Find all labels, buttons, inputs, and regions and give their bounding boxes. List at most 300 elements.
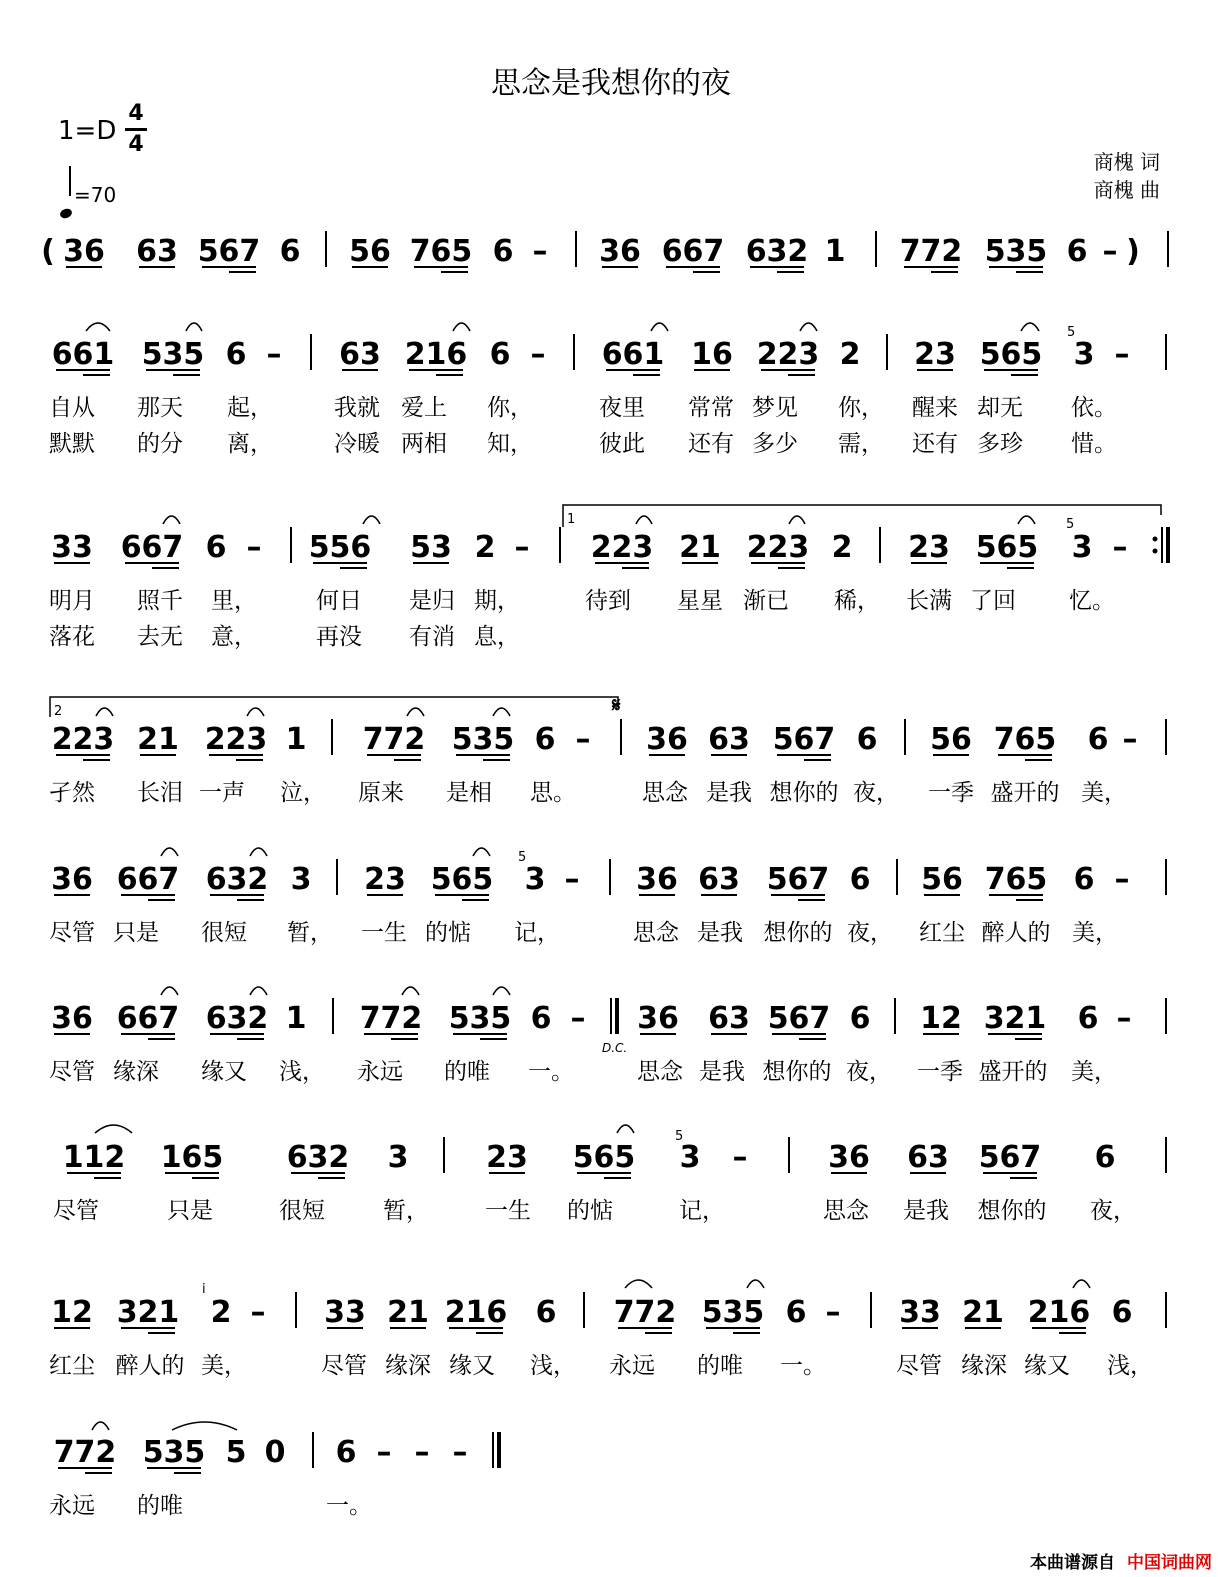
note-group: 772 bbox=[613, 1295, 677, 1330]
lyric-word: 多少 bbox=[752, 431, 798, 457]
slur-arc bbox=[402, 987, 419, 995]
note-group: – bbox=[530, 337, 546, 372]
lyric-word: 思。 bbox=[530, 780, 576, 806]
note-group: – bbox=[1122, 722, 1138, 757]
lyric-word: 浅， bbox=[279, 1059, 325, 1085]
slur-arc bbox=[789, 516, 805, 524]
note-group: 772 bbox=[899, 234, 963, 269]
note-group: – bbox=[376, 1435, 392, 1470]
note-group: 6 bbox=[225, 337, 247, 372]
slur-arc bbox=[95, 1125, 132, 1133]
note-group: 21 bbox=[962, 1295, 1004, 1330]
note-group: 36 bbox=[828, 1140, 870, 1175]
lyric-word: 一季 bbox=[928, 780, 974, 806]
time-signature-top: 4 bbox=[128, 101, 144, 126]
note-group: 6 bbox=[1077, 1001, 1099, 1036]
note-group: 667 bbox=[116, 862, 180, 897]
lyric-word: 醉人的 bbox=[115, 1353, 185, 1379]
lyric-word: 的分 bbox=[137, 431, 183, 457]
lyric-word: 里， bbox=[211, 588, 257, 614]
lyric-word: 稀， bbox=[834, 588, 880, 614]
note-group: 6 bbox=[534, 722, 556, 757]
lyric-word: 是我 bbox=[699, 1059, 745, 1085]
note-group: 6 bbox=[1066, 234, 1088, 269]
lyric-word: 醒来 bbox=[912, 395, 958, 421]
note-group: 567 bbox=[772, 722, 836, 757]
note-group: 535 bbox=[142, 1435, 206, 1470]
note-group: 667 bbox=[116, 1001, 180, 1036]
note-group: – bbox=[414, 1435, 430, 1470]
note-group: – bbox=[575, 722, 591, 757]
lyric-word: 缘又 bbox=[449, 1353, 495, 1379]
note-group: – bbox=[825, 1295, 841, 1330]
lyric-word: 红尘 bbox=[49, 1353, 95, 1379]
lyric-word: 渐已 bbox=[743, 588, 789, 614]
note-group: 2 bbox=[210, 1295, 232, 1330]
lyric-word: 再没 bbox=[316, 624, 362, 650]
grace-note: 5 bbox=[675, 1129, 684, 1144]
lyric-word: 待到 bbox=[585, 588, 631, 614]
grace-note: 5 bbox=[1066, 517, 1075, 532]
lyric-word: 是我 bbox=[706, 780, 752, 806]
note-group: 63 bbox=[136, 234, 178, 269]
lyric-word: 照千 bbox=[137, 588, 183, 614]
note-group: 6 bbox=[279, 234, 301, 269]
note-group: 565 bbox=[975, 530, 1039, 565]
lyric-word: 永远 bbox=[49, 1493, 95, 1519]
lyric-word: 思念 bbox=[637, 1059, 683, 1085]
slur-arc bbox=[473, 848, 490, 856]
lyric-word: 缘深 bbox=[961, 1353, 1007, 1379]
note-group: 3 bbox=[1073, 337, 1095, 372]
note-group: – bbox=[452, 1435, 468, 1470]
note-group: 632 bbox=[205, 862, 269, 897]
note-group: 6 bbox=[205, 530, 227, 565]
lyric-word: 思念 bbox=[633, 920, 679, 946]
lyric-word: 两相 bbox=[401, 431, 447, 457]
lyric-word: 需， bbox=[838, 431, 884, 457]
note-group: 63 bbox=[339, 337, 381, 372]
note-group: 33 bbox=[899, 1295, 941, 1330]
lyric-word: 美， bbox=[1071, 1059, 1117, 1085]
slur-arc bbox=[172, 1422, 237, 1430]
note-group: 535 bbox=[141, 337, 205, 372]
note-group: 6 bbox=[335, 1435, 357, 1470]
note-group: 6 bbox=[849, 1001, 871, 1036]
note-group: 3 bbox=[387, 1140, 409, 1175]
lyric-word: 长满 bbox=[906, 588, 952, 614]
lyric-word: 一季 bbox=[917, 1059, 963, 1085]
lyric-word: 惜。 bbox=[1071, 431, 1117, 457]
lyric-word: 夜里 bbox=[599, 395, 645, 421]
source-label: 本曲谱源自 bbox=[1030, 1553, 1115, 1573]
note-group: 36 bbox=[637, 1001, 679, 1036]
slur-arc bbox=[161, 987, 178, 995]
lyric-word: 盛开的 bbox=[990, 780, 1060, 806]
slur-arc bbox=[86, 323, 110, 331]
lyric-word: 默默 bbox=[49, 431, 95, 457]
note-group: 3 bbox=[524, 862, 546, 897]
note-group: 567 bbox=[766, 862, 830, 897]
lyric-word: 红尘 bbox=[919, 920, 965, 946]
note-group: 223 bbox=[756, 337, 820, 372]
note-group: 23 bbox=[914, 337, 956, 372]
lyric-word: 却无 bbox=[977, 395, 1023, 421]
lyric-word: 是归 bbox=[409, 588, 455, 614]
note-group: 1 bbox=[285, 1001, 307, 1036]
lyric-word: 思念 bbox=[642, 780, 688, 806]
lyric-word: 想你的 bbox=[977, 1198, 1047, 1224]
lyric-word: 缘深 bbox=[113, 1059, 159, 1085]
lyric-word: 知， bbox=[487, 431, 533, 457]
note-group: 53 bbox=[410, 530, 452, 565]
lyric-word: 想你的 bbox=[763, 920, 833, 946]
slur-arc bbox=[247, 708, 264, 716]
lyric-word: 美， bbox=[1081, 780, 1127, 806]
lyric-word: 一声 bbox=[199, 780, 245, 806]
lyric-word: 我就 bbox=[334, 395, 380, 421]
note-group: 667 bbox=[120, 530, 184, 565]
lyric-word: 夜， bbox=[1090, 1198, 1136, 1224]
volta-1-label: 1 bbox=[567, 512, 576, 527]
note-group: 36 bbox=[599, 234, 641, 269]
note-group: 216 bbox=[444, 1295, 508, 1330]
repeat-dot bbox=[1153, 549, 1158, 554]
note-group: 667 bbox=[661, 234, 725, 269]
lyric-word: 常常 bbox=[688, 395, 734, 421]
lyric-word: 长泪 bbox=[137, 780, 183, 806]
lyric-word: 梦见 bbox=[752, 395, 798, 421]
lyric-word: 美， bbox=[1072, 920, 1118, 946]
lyric-word: 夜， bbox=[846, 1059, 892, 1085]
lyric-word: 原来 bbox=[358, 780, 404, 806]
page-title: 思念是我想你的夜 bbox=[491, 66, 731, 101]
note-group: 12 bbox=[51, 1295, 93, 1330]
note-group: ) bbox=[1126, 234, 1140, 269]
note-group: 12 bbox=[920, 1001, 962, 1036]
lyric-word: 了回 bbox=[970, 588, 1016, 614]
note-group: 36 bbox=[646, 722, 688, 757]
lyric-word: 浅， bbox=[1107, 1353, 1153, 1379]
note-group: 112 bbox=[62, 1140, 126, 1175]
lyric-word: 暂， bbox=[383, 1198, 429, 1224]
lyric-word: 冷暖 bbox=[334, 431, 380, 457]
lyric-word: 的惦 bbox=[567, 1198, 613, 1224]
slur-arc bbox=[407, 708, 424, 716]
lyric-word: 何日 bbox=[316, 588, 362, 614]
note-group: – bbox=[250, 1295, 266, 1330]
note-group: 565 bbox=[572, 1140, 636, 1175]
note-group: 321 bbox=[983, 1001, 1047, 1036]
lyric-word: 有消 bbox=[409, 624, 455, 650]
segno-icon: 𝄋 bbox=[612, 693, 621, 717]
lyric-word: 的惦 bbox=[425, 920, 471, 946]
note-group: 765 bbox=[409, 234, 473, 269]
lyric-word: 的唯 bbox=[444, 1059, 490, 1085]
repeat-dot bbox=[1153, 537, 1158, 542]
lyric-word: 是我 bbox=[697, 920, 743, 946]
lyric-word: 一。 bbox=[528, 1059, 574, 1085]
note-group: 567 bbox=[978, 1140, 1042, 1175]
note-group: 6 bbox=[1087, 722, 1109, 757]
slur-arc bbox=[250, 848, 267, 856]
lyric-word: 缘又 bbox=[1024, 1353, 1070, 1379]
note-group: 772 bbox=[359, 1001, 423, 1036]
lyric-word: 还有 bbox=[912, 431, 958, 457]
tempo-value: =70 bbox=[74, 183, 117, 207]
lyric-word: 你， bbox=[487, 395, 533, 421]
slur-arc bbox=[493, 708, 510, 716]
lyric-word: 星星 bbox=[677, 588, 723, 614]
note-group: 661 bbox=[601, 337, 665, 372]
slur-arc bbox=[92, 1422, 109, 1430]
slur-arc bbox=[800, 323, 817, 331]
note-group: 2 bbox=[474, 530, 496, 565]
lyric-word: 想你的 bbox=[769, 780, 839, 806]
note-group: 63 bbox=[708, 1001, 750, 1036]
note-group: 21 bbox=[137, 722, 179, 757]
note-group: 5 bbox=[225, 1435, 247, 1470]
lyric-word: 息， bbox=[474, 624, 520, 650]
lyric-word: 一。 bbox=[780, 1353, 826, 1379]
lyric-word: 的唯 bbox=[697, 1353, 743, 1379]
note-group: 1 bbox=[824, 234, 846, 269]
note-group: 661 bbox=[51, 337, 115, 372]
slur-arc bbox=[96, 708, 113, 716]
note-group: 223 bbox=[746, 530, 810, 565]
note-group: 165 bbox=[160, 1140, 224, 1175]
lyric-word: 一。 bbox=[326, 1493, 372, 1519]
source-footer bbox=[1030, 1548, 1212, 1573]
lyric-word: 尽管 bbox=[321, 1353, 367, 1379]
lyric-word: 记， bbox=[514, 920, 560, 946]
lyric-word: 的唯 bbox=[137, 1493, 183, 1519]
slur-arc bbox=[1021, 323, 1039, 331]
note-group: 6 bbox=[1073, 862, 1095, 897]
note-group: 21 bbox=[387, 1295, 429, 1330]
note-group: – bbox=[246, 530, 262, 565]
note-group: 632 bbox=[205, 1001, 269, 1036]
note-group: 36 bbox=[63, 234, 105, 269]
lyric-word: 很短 bbox=[279, 1198, 325, 1224]
note-group: 63 bbox=[698, 862, 740, 897]
lyric-word: 依。 bbox=[1071, 395, 1117, 421]
note-group: 6 bbox=[849, 862, 871, 897]
lyric-word: 明月 bbox=[49, 588, 95, 614]
note-group: 6 bbox=[535, 1295, 557, 1330]
slur-arc bbox=[493, 987, 510, 995]
note-group: 3 bbox=[679, 1140, 701, 1175]
lyric-word: 思念 bbox=[823, 1198, 869, 1224]
note-group: 321 bbox=[116, 1295, 180, 1330]
note-group: – bbox=[732, 1140, 748, 1175]
lyric-word: 尽管 bbox=[53, 1198, 99, 1224]
lyric-word: 夜， bbox=[847, 920, 893, 946]
note-group: 63 bbox=[907, 1140, 949, 1175]
lyricist-credit: 商槐 词 bbox=[1093, 150, 1160, 174]
note-group: 36 bbox=[636, 862, 678, 897]
note-group: 2 bbox=[839, 337, 861, 372]
note-group: 6 bbox=[785, 1295, 807, 1330]
slur-arc bbox=[1018, 516, 1035, 524]
lyric-word: 爱上 bbox=[401, 395, 447, 421]
note-group: 63 bbox=[708, 722, 750, 757]
grace-note: i bbox=[202, 1282, 206, 1297]
time-signature-bottom: 4 bbox=[128, 132, 144, 157]
slur-arc bbox=[453, 323, 470, 331]
note-group: – bbox=[532, 234, 548, 269]
slur-arc bbox=[161, 848, 178, 856]
lyric-word: 缘深 bbox=[385, 1353, 431, 1379]
slur-arc bbox=[363, 516, 380, 524]
note-group: – bbox=[266, 337, 282, 372]
lyric-word: 彼此 bbox=[599, 431, 645, 457]
note-group: 223 bbox=[590, 530, 654, 565]
lyric-word: 只是 bbox=[113, 920, 159, 946]
note-group: 56 bbox=[921, 862, 963, 897]
note-group: 6 bbox=[489, 337, 511, 372]
note-group: 6 bbox=[856, 722, 878, 757]
note-group: 36 bbox=[51, 862, 93, 897]
note-group: – bbox=[1114, 337, 1130, 372]
note-group: 3 bbox=[290, 862, 312, 897]
note-group: 772 bbox=[362, 722, 426, 757]
note-group: – bbox=[1116, 1001, 1132, 1036]
lyric-word: 盛开的 bbox=[978, 1059, 1048, 1085]
note-group: 33 bbox=[324, 1295, 366, 1330]
lyric-word: 尽管 bbox=[49, 920, 95, 946]
note-group: 6 bbox=[530, 1001, 552, 1036]
volta-2-label: 2 bbox=[54, 704, 63, 719]
lyric-word: 是相 bbox=[446, 780, 492, 806]
note-group: 216 bbox=[404, 337, 468, 372]
note-group: 21 bbox=[679, 530, 721, 565]
note-group: 556 bbox=[308, 530, 372, 565]
note-group: – bbox=[514, 530, 530, 565]
note-group: 765 bbox=[993, 722, 1057, 757]
lyric-word: 一生 bbox=[361, 920, 407, 946]
note-group: 565 bbox=[430, 862, 494, 897]
note-group: 567 bbox=[767, 1001, 831, 1036]
lyric-word: 多珍 bbox=[977, 431, 1023, 457]
lyric-word: 暂， bbox=[287, 920, 333, 946]
note-group: 632 bbox=[286, 1140, 350, 1175]
note-group: 3 bbox=[1071, 530, 1093, 565]
note-group: 772 bbox=[53, 1435, 117, 1470]
slur-arc bbox=[186, 323, 202, 331]
lyric-word: 美， bbox=[201, 1353, 247, 1379]
slur-arc bbox=[617, 1125, 634, 1133]
lyric-word: 缘又 bbox=[201, 1059, 247, 1085]
lyric-word: 意， bbox=[211, 624, 257, 650]
note-group: 223 bbox=[204, 722, 268, 757]
lyric-word: 永远 bbox=[357, 1059, 403, 1085]
note-group: 6 bbox=[1111, 1295, 1133, 1330]
lyric-word: 一生 bbox=[485, 1198, 531, 1224]
lyric-word: 永远 bbox=[609, 1353, 655, 1379]
note-group: – bbox=[1112, 530, 1128, 565]
lyric-word: 孑然 bbox=[49, 780, 95, 806]
dc-mark: D.C. bbox=[602, 1041, 628, 1055]
lyric-word: 忆。 bbox=[1069, 588, 1115, 614]
note-group: 36 bbox=[51, 1001, 93, 1036]
slur-arc bbox=[636, 516, 652, 524]
lyric-word: 离， bbox=[227, 431, 273, 457]
note-group: 56 bbox=[349, 234, 391, 269]
note-group: 632 bbox=[745, 234, 809, 269]
lyric-word: 醉人的 bbox=[981, 920, 1051, 946]
note-group: 216 bbox=[1027, 1295, 1091, 1330]
note-group: 1 bbox=[285, 722, 307, 757]
note-group: 567 bbox=[197, 234, 261, 269]
lyric-word: 夜， bbox=[853, 780, 899, 806]
slur-arc bbox=[250, 987, 267, 995]
source-site: 中国词曲网 bbox=[1127, 1553, 1212, 1573]
note-group: 535 bbox=[451, 722, 515, 757]
lyric-word: 尽管 bbox=[896, 1353, 942, 1379]
lyric-word: 那天 bbox=[137, 395, 183, 421]
note-group: ( bbox=[41, 234, 55, 269]
lyric-word: 你， bbox=[838, 395, 884, 421]
note-group: 223 bbox=[51, 722, 115, 757]
grace-note: 5 bbox=[518, 850, 527, 865]
lyric-word: 浅， bbox=[530, 1353, 576, 1379]
note-group: – bbox=[564, 862, 580, 897]
lyric-word: 期， bbox=[474, 588, 520, 614]
note-group: 23 bbox=[486, 1140, 528, 1175]
note-group: – bbox=[570, 1001, 586, 1036]
lyric-word: 还有 bbox=[688, 431, 734, 457]
lyric-word: 想你的 bbox=[762, 1059, 832, 1085]
lyric-word: 很短 bbox=[201, 920, 247, 946]
lyric-word: 起， bbox=[227, 395, 273, 421]
lyric-word: 自从 bbox=[49, 395, 95, 421]
slur-arc bbox=[1073, 1280, 1090, 1288]
slur-arc bbox=[163, 516, 180, 524]
note-group: 6 bbox=[492, 234, 514, 269]
lyric-word: 是我 bbox=[903, 1198, 949, 1224]
note-group: – bbox=[1102, 234, 1118, 269]
grace-note: 5 bbox=[1067, 325, 1076, 340]
composer-credit: 商槐 曲 bbox=[1093, 178, 1160, 202]
slur-arc bbox=[747, 1280, 764, 1288]
volta-2-bracket bbox=[50, 697, 618, 717]
note-group: 535 bbox=[701, 1295, 765, 1330]
note-group: 565 bbox=[979, 337, 1043, 372]
note-group: – bbox=[1114, 862, 1130, 897]
lyric-word: 落花 bbox=[49, 624, 95, 650]
lyric-word: 泣， bbox=[280, 780, 326, 806]
note-group: 23 bbox=[364, 862, 406, 897]
slur-arc bbox=[651, 323, 668, 331]
note-group: 2 bbox=[831, 530, 853, 565]
note-group: 765 bbox=[984, 862, 1048, 897]
lyric-word: 记， bbox=[679, 1198, 725, 1224]
note-group: 535 bbox=[984, 234, 1048, 269]
lyric-word: 尽管 bbox=[49, 1059, 95, 1085]
key-signature: 1=D bbox=[58, 116, 117, 146]
lyric-word: 去无 bbox=[137, 624, 183, 650]
note-group: 56 bbox=[930, 722, 972, 757]
note-group: 535 bbox=[448, 1001, 512, 1036]
note-group: 23 bbox=[908, 530, 950, 565]
note-group: 0 bbox=[264, 1435, 286, 1470]
note-group: 6 bbox=[1094, 1140, 1116, 1175]
note-group: 33 bbox=[51, 530, 93, 565]
slur-arc bbox=[625, 1280, 652, 1288]
lyric-word: 只是 bbox=[167, 1198, 213, 1224]
note-group: 16 bbox=[691, 337, 733, 372]
